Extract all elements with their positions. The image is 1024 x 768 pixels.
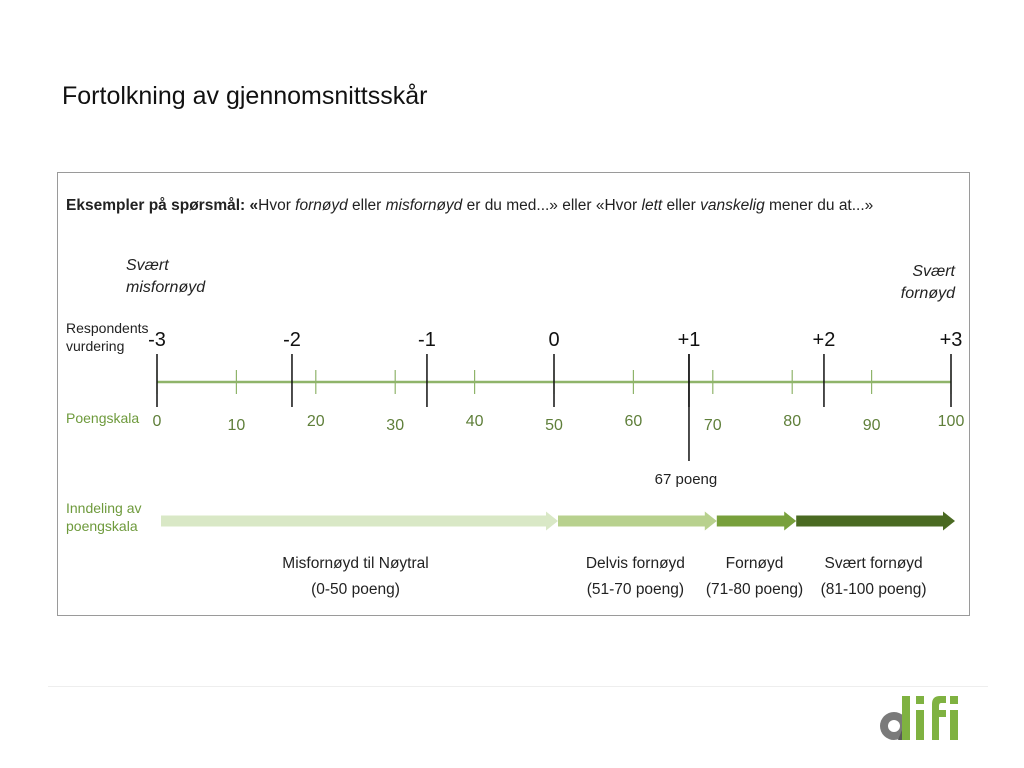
division-row-label-line1: Inndeling av xyxy=(66,500,142,516)
rating-tick-label: 0 xyxy=(548,329,560,351)
question-text-2: eller xyxy=(347,197,386,214)
category-label xyxy=(282,551,428,603)
category-name: Misfornøyd til Nøytral xyxy=(282,555,429,572)
question-italic-4: vanskelig xyxy=(700,197,765,214)
category-name: Svært fornøyd xyxy=(824,555,923,572)
category-range: (51-70 poeng) xyxy=(586,581,685,598)
footer-divider xyxy=(48,686,988,687)
category-label xyxy=(586,551,685,603)
category-label xyxy=(821,551,927,603)
rating-row-label-line1: Respondents xyxy=(66,320,149,336)
category-range: (0-50 poeng) xyxy=(311,581,400,598)
category-range: (71-80 poeng) xyxy=(705,581,804,598)
extreme-left-line2: misfornøyd xyxy=(126,279,206,296)
points-tick-label: 20 xyxy=(306,413,325,430)
rating-tick-label: +1 xyxy=(677,329,701,351)
marker-label: 67 poeng xyxy=(654,471,718,488)
difi-logo xyxy=(876,690,976,746)
extreme-right-line2: fornøyd xyxy=(900,285,955,302)
category-arrow xyxy=(717,512,796,531)
question-text-3: er du med...» eller «Hvor xyxy=(462,197,642,214)
rating-tick-label: -3 xyxy=(148,329,166,351)
question-italic-3: lett xyxy=(641,197,663,214)
points-tick-label: 0 xyxy=(152,413,162,430)
extreme-right-line1: Svært xyxy=(912,263,955,280)
points-tick-label: 100 xyxy=(937,413,965,430)
rating-row-label-line2: vurdering xyxy=(66,338,125,354)
category-name: Delvis fornøyd xyxy=(585,555,685,572)
rating-tick-label: -1 xyxy=(418,329,436,351)
points-tick-label: 50 xyxy=(545,417,563,434)
category-label xyxy=(706,551,803,603)
points-tick-label: 80 xyxy=(783,413,802,430)
category-range: (81-100 poeng) xyxy=(820,581,927,598)
question-text-5: mener du at...» xyxy=(764,197,874,214)
category-name: Fornøyd xyxy=(725,555,784,572)
category-arrow xyxy=(558,512,717,531)
question-italic-1: fornøyd xyxy=(295,197,348,214)
question-lead: Eksempler på spørsmål: « xyxy=(66,197,259,214)
category-arrow xyxy=(161,512,558,531)
question-text-4: eller xyxy=(662,197,701,214)
points-tick-label: 10 xyxy=(227,417,246,434)
scale-panel xyxy=(57,172,970,616)
rating-tick-label: +3 xyxy=(939,329,963,351)
slide-title: Fortolkning av gjennomsnittsskår xyxy=(62,82,428,110)
category-arrow xyxy=(796,512,955,531)
difi-logo-icon xyxy=(876,690,976,746)
points-tick-label: 70 xyxy=(703,417,722,434)
points-tick-label: 30 xyxy=(386,417,405,434)
points-tick-label: 40 xyxy=(465,413,484,430)
rating-tick-label: +2 xyxy=(812,329,836,351)
rating-tick-label: -2 xyxy=(283,329,301,351)
division-row-label-line2: poengskala xyxy=(66,518,138,534)
question-text-1: Hvor xyxy=(258,197,296,214)
question-italic-2: misfornøyd xyxy=(385,197,463,214)
scale-graphic xyxy=(58,173,969,615)
extreme-left-line1: Svært xyxy=(126,257,169,274)
points-tick-label: 60 xyxy=(624,413,643,430)
points-tick-label: 90 xyxy=(862,417,881,434)
points-row-label: Poengskala xyxy=(66,410,140,426)
